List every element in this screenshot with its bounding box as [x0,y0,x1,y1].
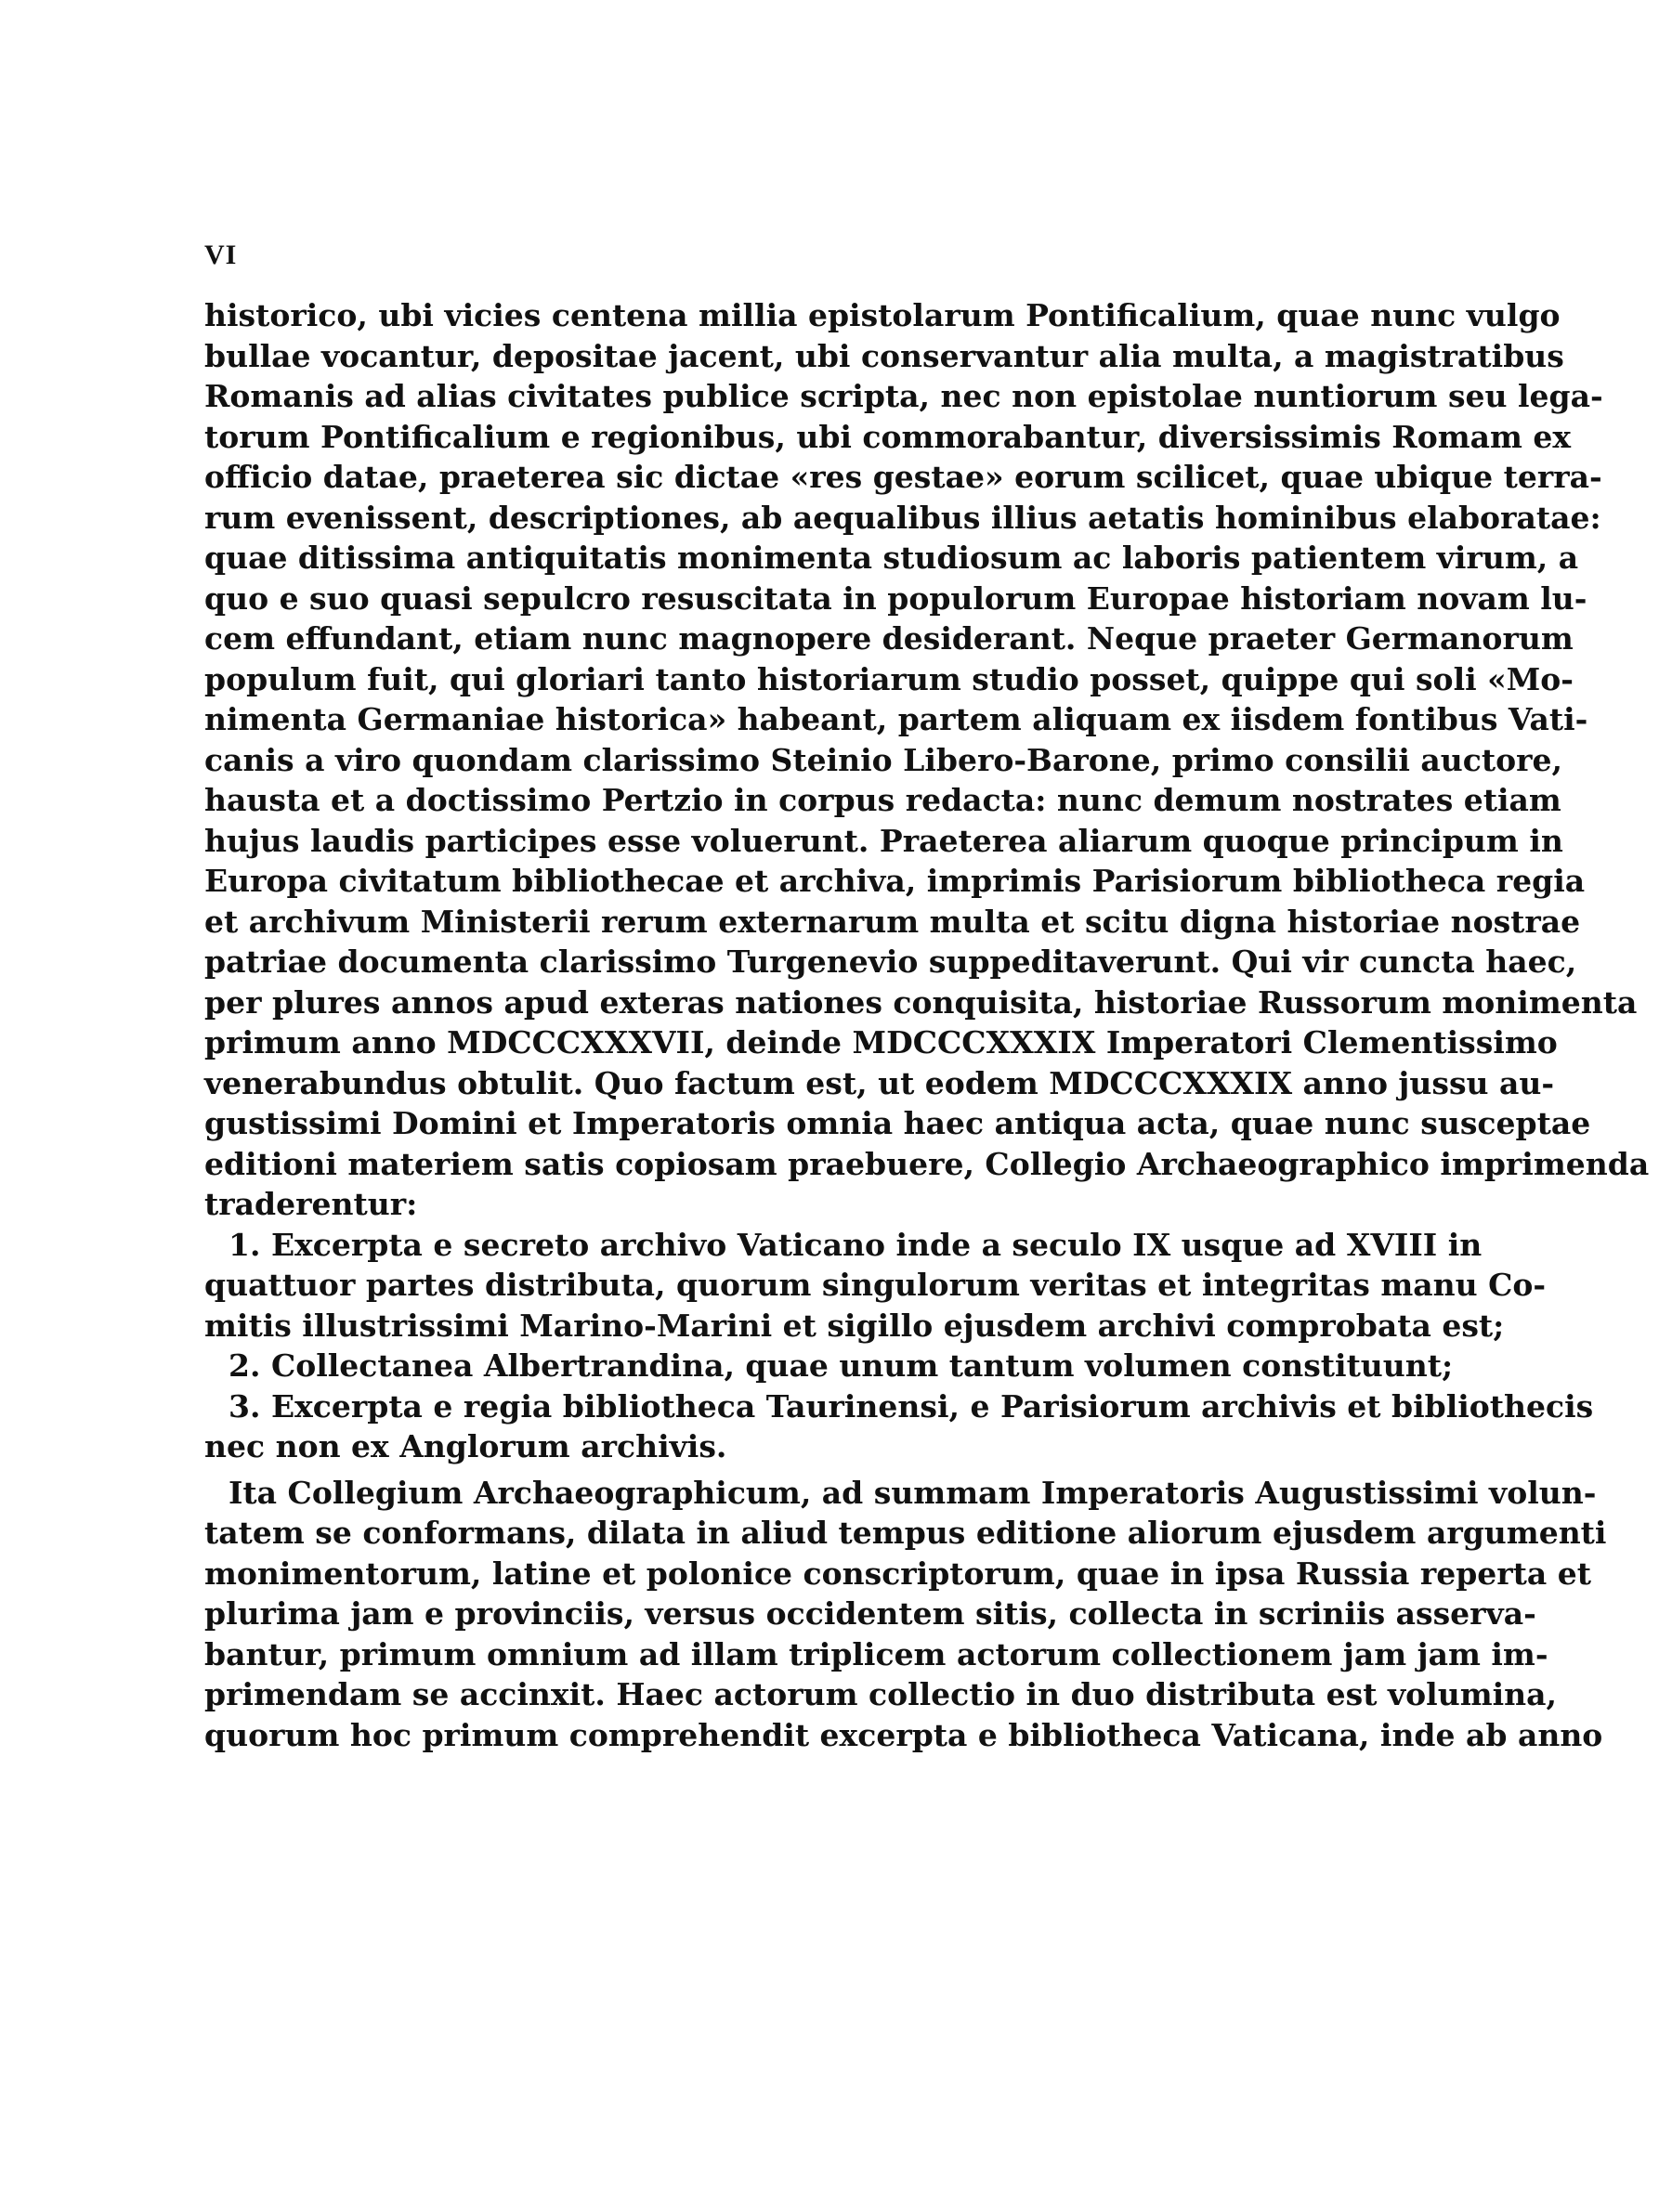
page-number: VI [204,240,238,270]
text-line: nec non ex Anglorum archivis. [204,1428,727,1464]
text-line: monimentorum, latine et polonice conscriptorum, quae in ipsa Russia reperta et [204,1555,1592,1592]
list-item-3: 3. Excerpta e regia bibliotheca Taurinensi, e Parisiorum archivis et bibliothecis [229,1387,1594,1425]
paragraph-start: Ita Collegium Archaeographicum, ad summam Imperatoris Augustissimi volun- [229,1474,1597,1511]
text-line: primum anno MDCCCXXXVII, deinde MDCCCXXXIX Imperatori Clementissimo [204,1024,1558,1060]
text-line: hujus laudis participes esse voluerunt. Praeterea aliarum quoque principum in [204,822,1563,859]
text-line: Europa civitatum bibliothecae et archiva, imprimis Parisiorum bibliotheca regia [204,863,1586,899]
text-line: quae ditissima antiquitatis monimenta studiosum ac laboris patientem virum, a [204,540,1579,576]
text-line: plurima jam e provinciis, versus occidentem sitis, collecta in scriniis asserva- [204,1595,1536,1632]
text-line: bantur, primum omnium ad illam triplicem actorum collectionem jam jam im- [204,1635,1548,1672]
text-line: quattuor partes distributa, quorum singulorum veritas et integritas manu Co- [204,1267,1547,1303]
text-line: primendam se accinxit. Haec actorum collectio in duo distributa est volumina, [204,1676,1558,1712]
text-line: gustissimi Domini et Imperatoris omnia haec antiqua acta, quae nunc susceptae [204,1105,1591,1141]
body-text [204,295,1650,1755]
list-item-2: 2. Collectanea Albertrandina, quae unum tantum volumen constituunt; [229,1347,1454,1384]
text-line: officio datae, praeterea sic dictae «res gestae» eorum scilicet, quae ubique terra- [204,459,1602,495]
text-line: bullae vocantur, depositae jacent, ubi conservantur alia multa, a magistratibus [204,337,1564,374]
text-line: rum evenissent, descriptiones, ab aequalibus illius aetatis hominibus elaboratae: [204,499,1601,536]
text-line: historico, ubi vicies centena millia epistolarum Pontificalium, quae nunc vulgo [204,297,1561,333]
text-line: Romanis ad alias civitates publice scripta, nec non epistolae nuntiorum seu lega- [204,378,1603,414]
text-line: populum fuit, qui gloriari tanto historiarum studio posset, quippe qui soli «Mo- [204,660,1574,697]
text-line: traderentur: [204,1186,418,1222]
text-line: nimenta Germaniae historica» habeant, partem aliquam ex iisdem fontibus Vati- [204,701,1588,737]
text-line: cem effundant, etiam nunc magnopere desiderant. Neque praeter Germanorum [204,620,1574,657]
text-line: hausta et a doctissimo Pertzio in corpus redacta: nunc demum nostrates etiam [204,782,1561,818]
text-line: torum Pontificalium e regionibus, ubi commorabantur, diversissimis Romam ex [204,418,1572,455]
text-line: venerabundus obtulit. Quo factum est, ut eodem MDCCCXXXIX anno jussu au- [204,1064,1555,1101]
list-item-1: 1. Excerpta e secreto archivo Vaticano inde a seculo IX usque ad XVIII in [229,1226,1483,1263]
text-line: canis a viro quondam clarissimo Steinio Libero-Barone, primo consilii auctore, [204,741,1563,778]
text-line: et archivum Ministerii rerum externarum multa et scitu digna historiae nostrae [204,903,1581,940]
text-line: editioni materiem satis copiosam praebuere, Collegio Archaeographico imprimenda [204,1145,1650,1182]
text-line: patriae documenta clarissimo Turgenevio suppeditaverunt. Qui vir cuncta haec, [204,943,1577,980]
text-line: tatem se conformans, dilata in aliud tempus editione aliorum ejusdem argumenti [204,1515,1607,1551]
text-line: mitis illustrissimi Marino-Marini et sigillo ejusdem archivi comprobata est; [204,1307,1505,1344]
text-line: quo e suo quasi sepulcro resuscitata in populorum Europae historiam novam lu- [204,579,1587,617]
text-line: per plures annos apud exteras nationes conquisita, historiae Russorum monimenta [204,983,1638,1021]
text-line: quorum hoc primum comprehendit excerpta e bibliotheca Vaticana, inde ab anno [204,1716,1603,1753]
